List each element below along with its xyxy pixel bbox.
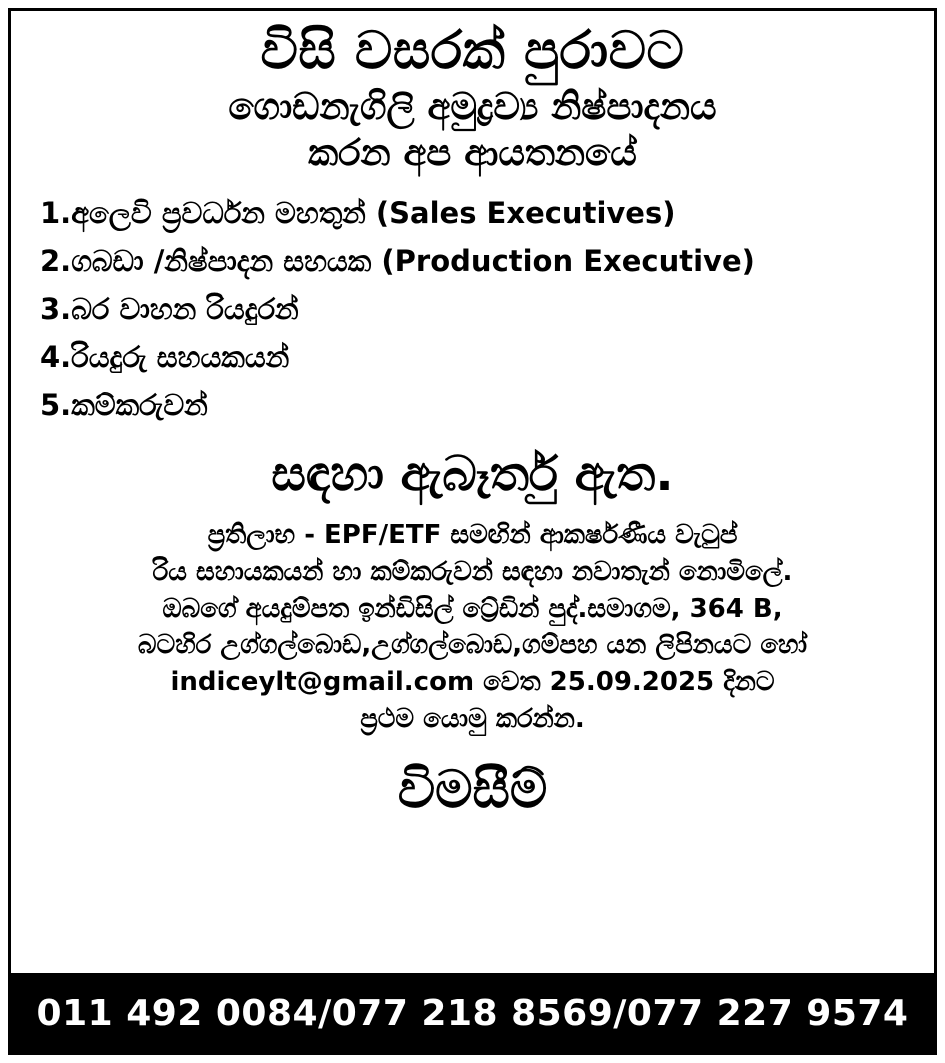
phone-numbers-bar: 011 492 0084/077 218 8569/077 227 9574 — [8, 973, 937, 1055]
headline-line-1: විසි වසරක් පුරාවට — [260, 21, 685, 81]
details-line-apply: ප්‍රථම යොමු කරන්න. — [360, 704, 585, 735]
details-line-address-1: ඔබගේ අයදුම්පත ඉන්ඩිසිල් ට්‍රේඩින් පුද්.සමාගම, 364 B, — [162, 593, 783, 624]
job-vacancy-list — [40, 195, 919, 422]
details-block — [26, 517, 919, 738]
details-line-benefits: ප්‍රතිලාභ - EPF/ETF සමඟින් ආකර්ෂණීය වැටුප් — [207, 519, 738, 550]
details-line-accommodation: රිය සහායකයන් හා කම්කරුවන් සඳහා නවාතැන් නොමිලේ. — [152, 556, 793, 587]
headline-block — [26, 22, 919, 177]
list-item: 4.රියදුරු සහයකයන් — [40, 339, 290, 374]
vacancies-available-subheading: සඳහා ඇබෑර්තු ඇත. — [271, 445, 674, 502]
inquiries-heading: විමසීම් — [397, 760, 548, 821]
headline-line-3: කරන අප ආයතනයේ — [308, 131, 637, 175]
details-line-email-deadline: indiceylt@gmail.com වෙත 25.09.2025 දිනට — [170, 667, 775, 698]
list-item: 5.කම්කරුවන් — [40, 387, 208, 422]
list-item: 3.බර වාහන රියදුරන් — [40, 291, 299, 326]
headline-line-2: ගොඩනැගිලි අමුද්‍රව්‍ය නිෂ්පාදනය — [228, 85, 717, 129]
list-item: 1.අලෙවි ප්‍රවර්ධන මහතුන් (Sales Executives) — [40, 195, 676, 230]
list-item: 2.ගබඩා /නිෂ්පාදන සහයක (Production Executive) — [40, 243, 755, 278]
details-line-address-2: බටහිර උග්ගල්බොඩ,උග්ගල්බොඩ,ගම්පහ යන ලිපිනයට හෝ — [137, 630, 808, 661]
